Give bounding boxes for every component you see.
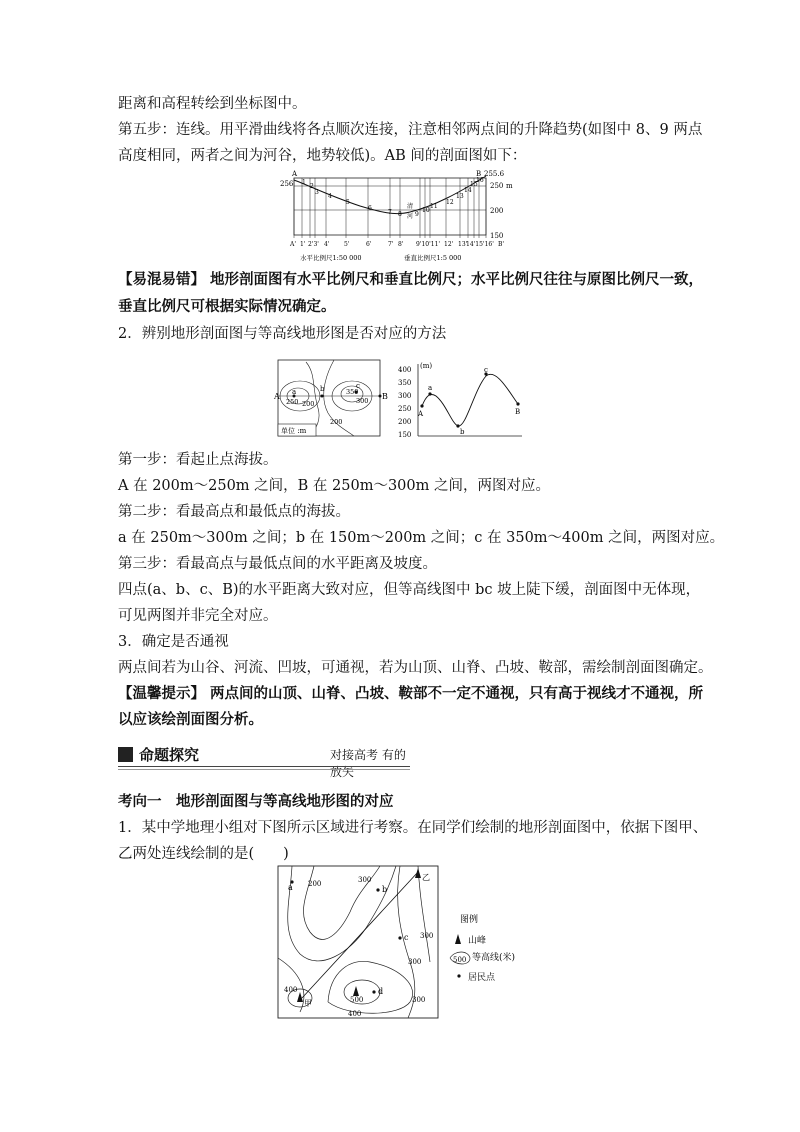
question-text: 1．某中学地理小组对下图所示区域进行考察。在同学们绘制的地形剖面图中，依据下图甲、 xyxy=(118,820,708,836)
text-line: 四点(a、b、c、B)的水平距离大致对应，但等高线图中 bc 坡上陡下缓，剖面图中无体现， xyxy=(118,582,701,598)
legend-title: 图例 xyxy=(460,915,479,925)
h-scale: 水平比例尺1:50 000 xyxy=(300,254,362,262)
x-label: A' xyxy=(290,241,296,248)
x-label: 1' xyxy=(300,241,306,248)
contour-label: 300 xyxy=(356,397,369,405)
y-unit: (m) xyxy=(420,362,433,370)
legend-peak-icon xyxy=(455,934,461,944)
num-label: 10 xyxy=(422,207,430,214)
section-square-icon xyxy=(118,747,133,762)
river-label: 清 xyxy=(407,203,414,210)
legend-contour-value: 500 xyxy=(453,956,467,964)
x-label: 14'15'16' xyxy=(466,241,494,248)
x-label: 9'10'11' xyxy=(416,241,441,248)
y-tick: 250 xyxy=(398,405,412,413)
profile-chart-figure xyxy=(396,360,526,442)
num-label: 12 xyxy=(446,199,454,206)
profile-point: B xyxy=(515,408,521,416)
contour-label: 400 xyxy=(284,986,298,994)
contour-label: 300 xyxy=(420,932,434,940)
unit-label: 单位 :m xyxy=(281,427,307,435)
v-scale: 垂直比例尺1:5 000 xyxy=(404,254,462,262)
num-label: 11 xyxy=(430,203,438,210)
contour-label: 200 xyxy=(308,880,322,888)
easy-mistake-tag: 【易混易错】 xyxy=(118,272,205,288)
peak-marker xyxy=(415,868,421,878)
point-label: a xyxy=(288,883,293,892)
num-label: 6 xyxy=(368,205,372,212)
text-line: 第一步：看起止点海拔。 xyxy=(118,452,278,468)
x-label: 8' xyxy=(398,241,404,248)
legend-peak: 山峰 xyxy=(468,936,487,946)
contour-label: 400 xyxy=(348,1010,362,1018)
contour-label: 200 xyxy=(330,418,343,426)
point-label: 甲 xyxy=(304,999,312,1008)
contour-label: 250 xyxy=(286,398,299,406)
tip-line: 以应该绘剖面图分析。 xyxy=(118,712,263,728)
profile-figure xyxy=(270,168,530,268)
x-label: 4' xyxy=(324,241,330,248)
easy-mistake-line xyxy=(118,270,703,290)
num-label: 14 xyxy=(464,187,472,194)
x-label: 13' xyxy=(458,241,468,248)
point-a-lower-label: a xyxy=(292,388,297,396)
x-label: 5' xyxy=(344,241,350,248)
tip-text: 两点间的山顶、山脊、凸坡、鞍部不一定不通视，只有高于视线才不通视，所 xyxy=(205,686,704,702)
contour-label: 300 xyxy=(358,876,372,884)
contour-label: 300 xyxy=(408,958,422,966)
text-line: 可见两图并非完全对应。 xyxy=(118,608,278,624)
subheading: 2．辨别地形剖面图与等高线地形图是否对应的方法 xyxy=(118,326,447,342)
text-line: 第五步：连线。用平滑曲线将各点顺次连接，注意相邻两点间的升降趋势(如图中 8、9 两点 xyxy=(118,122,703,138)
question-heading: 考向一 地形剖面图与等高线地形图的对应 xyxy=(118,794,394,810)
y-tick: 150 xyxy=(398,431,412,439)
x-label: 12' xyxy=(444,241,454,248)
divider xyxy=(118,766,410,767)
point-c-label: c xyxy=(356,382,360,390)
point-b-label: B xyxy=(382,392,388,401)
text-line: 距离和高程转绘到坐标图中。 xyxy=(118,96,307,112)
point-b-value: 255.6 xyxy=(484,170,505,178)
x-label: 7' xyxy=(388,241,394,248)
section-subtitle: 对接高考 有的放矢 xyxy=(330,748,406,779)
contour-map-figure xyxy=(274,358,388,440)
num-label: 3 xyxy=(315,189,319,196)
text-line: 高度相同，两者之间为河谷，地势较低)。AB 间的剖面图如下： xyxy=(118,148,527,164)
tip-line xyxy=(118,684,703,704)
text-line: A 在 200m～250m 之间，B 在 250m～300m 之间，两图对应。 xyxy=(118,478,550,494)
num-label: 1 xyxy=(302,179,306,186)
num-label: 15 xyxy=(470,181,478,188)
text-line: 第二步：看最高点和最低点的海拔。 xyxy=(118,504,350,520)
num-label: 7 xyxy=(388,209,392,216)
num-label: 2 xyxy=(310,183,314,190)
text-line: 两点间若为山谷、河流、凹坡，可通视，若为山顶、山脊、凸坡、鞍部，需绘制剖面图确定。 xyxy=(118,660,713,676)
peak-marker xyxy=(297,992,303,1002)
y-tick: 200 xyxy=(398,418,412,426)
text-line: 第三步：看最高点与最低点间的水平距离及坡度。 xyxy=(118,556,437,572)
point-label: b xyxy=(382,885,388,894)
num-label: 8 xyxy=(398,211,402,218)
x-label: 6' xyxy=(366,241,372,248)
subheading: 3．确定是否通视 xyxy=(118,634,229,650)
point-a-value: 256 xyxy=(280,180,294,188)
y-tick: 300 xyxy=(398,392,412,400)
point-b-label: B xyxy=(476,170,482,178)
unit-label: m xyxy=(506,182,513,190)
profile-point: a xyxy=(428,384,433,392)
profile-point: b xyxy=(460,428,465,436)
num-label: 9 xyxy=(415,211,419,218)
num-label: 16 xyxy=(476,177,484,184)
question-text: 乙两处连线绘制的是( ) xyxy=(118,846,289,862)
num-label: 4 xyxy=(328,193,332,200)
contour-label: 500 xyxy=(350,996,364,1004)
point-a-label: A xyxy=(292,170,298,178)
point-b-lower-label: b xyxy=(320,385,325,393)
contour-label: 300 xyxy=(412,996,426,1004)
y-tick: 150 xyxy=(490,232,504,240)
section-header xyxy=(118,744,410,779)
y-tick: 250 xyxy=(490,182,504,190)
text-line: a 在 250m～300m 之间；b 在 150m～200m 之间；c 在 350m～400m 之间，两图对应。 xyxy=(118,530,725,546)
point-label: 乙 xyxy=(422,873,430,882)
easy-mistake-text: 地形剖面图有水平比例尺和垂直比例尺；水平比例尺往往与原图比例尺一致， xyxy=(205,272,704,288)
contour-label: 200 xyxy=(302,400,315,408)
point-label: c xyxy=(404,933,409,942)
legend-town: 居民点 xyxy=(468,973,496,983)
profile-point: A xyxy=(418,410,424,418)
num-label: 13 xyxy=(456,193,464,200)
easy-mistake-line: 垂直比例尺可根据实际情况确定。 xyxy=(118,299,336,315)
legend-town-icon xyxy=(457,974,460,977)
divider xyxy=(118,769,410,770)
contour-label: 350 xyxy=(346,388,359,396)
y-tick: 400 xyxy=(398,366,412,374)
y-tick: 200 xyxy=(490,207,504,215)
x-label: B' xyxy=(498,241,505,248)
peak-marker xyxy=(353,986,359,996)
contour-map-question xyxy=(270,862,560,1022)
profile-point: c xyxy=(484,366,488,374)
x-label: 2'3' xyxy=(308,241,319,248)
point-a-label: A xyxy=(274,392,280,401)
river-label: 河 xyxy=(407,213,414,220)
section-title: 命题探究 xyxy=(139,746,200,764)
y-tick: 350 xyxy=(398,379,412,387)
tip-tag: 【温馨提示】 xyxy=(118,686,205,702)
num-label: 5 xyxy=(346,199,350,206)
point-label: d xyxy=(378,987,384,996)
legend-contour: 等高线(米) xyxy=(472,953,516,963)
